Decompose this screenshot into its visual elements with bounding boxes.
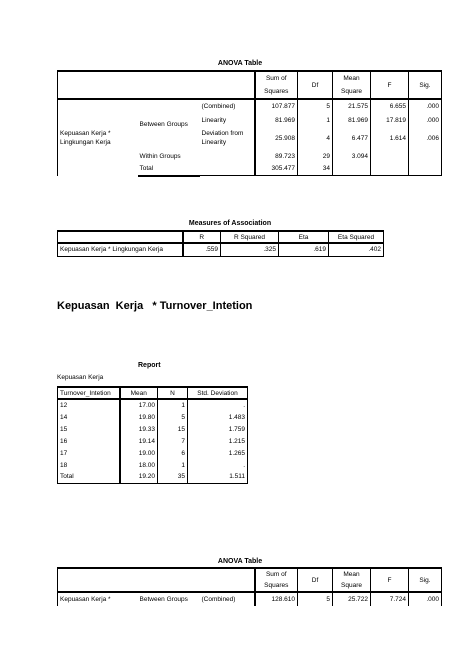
anova-linearity-ss: 81.969 bbox=[255, 113, 298, 127]
anova-combined-f: 6.655 bbox=[371, 99, 409, 113]
report-header-n: N bbox=[158, 387, 188, 399]
report-row-mean: 19.80 bbox=[120, 411, 158, 423]
section-heading: Kepuasan Kerja * Turnover_Intetion bbox=[57, 300, 253, 312]
anova-row-label bbox=[58, 99, 138, 176]
report-row-n: 5 bbox=[158, 411, 188, 423]
report-row-label: 18 bbox=[58, 459, 120, 471]
anova-within-df: 29 bbox=[298, 149, 333, 163]
anova-linearity-df: 1 bbox=[298, 113, 333, 127]
report-row-std: 1.759 bbox=[188, 423, 248, 435]
anova-combined-sig: .000 bbox=[409, 99, 442, 113]
anova2-combined-label: (Combined) bbox=[200, 592, 255, 606]
anova2-header-f: F bbox=[371, 568, 409, 592]
report-subtitle: Kepuasan Kerja bbox=[57, 374, 104, 381]
anova-deviation-line1: Deviation from bbox=[201, 130, 244, 137]
anova-deviation-ms: 6.477 bbox=[333, 127, 371, 149]
report-row-mean: 19.20 bbox=[120, 471, 158, 483]
anova2-header-ms: Mean bbox=[333, 568, 371, 580]
anova-header-f: F bbox=[371, 71, 409, 99]
anova2-header-sig: Sig. bbox=[409, 568, 442, 592]
anova-between-label: Between Groups bbox=[138, 99, 200, 149]
anova-within-ss: 89.723 bbox=[255, 149, 298, 163]
anova-combined-ss: 107.877 bbox=[255, 99, 298, 113]
anova-within-ms: 3.094 bbox=[333, 149, 371, 163]
assoc-r-squared: .325 bbox=[221, 243, 279, 256]
anova-header-ms: Mean bbox=[333, 71, 371, 85]
anova-table-2 bbox=[57, 567, 442, 606]
report-row-std: 1.215 bbox=[188, 435, 248, 447]
report-row-mean: 18.00 bbox=[120, 459, 158, 471]
anova-row-label-line1: Kepuasan Kerja * bbox=[60, 130, 111, 137]
assoc-eta-squared: .402 bbox=[329, 243, 384, 256]
report-row-label: 14 bbox=[58, 411, 120, 423]
anova-header-ss: Sum of bbox=[255, 71, 298, 85]
anova-total-f bbox=[371, 163, 409, 175]
anova-header-sig: Sig. bbox=[409, 71, 442, 99]
anova-total-label: Total bbox=[138, 163, 255, 175]
report-row-n: 6 bbox=[158, 447, 188, 459]
report-header-mean: Mean bbox=[120, 387, 158, 399]
assoc-eta: .619 bbox=[279, 243, 329, 256]
assoc-header-blank bbox=[58, 231, 183, 243]
anova2-combined-ss: 128.610 bbox=[255, 592, 298, 606]
report-row-n: 1 bbox=[158, 459, 188, 471]
anova2-header-blank bbox=[58, 568, 255, 592]
report-row-n: 15 bbox=[158, 423, 188, 435]
anova-combined-label: (Combined) bbox=[200, 99, 255, 113]
assoc-row-label: Kepuasan Kerja * Lingkungan Kerja bbox=[58, 243, 183, 256]
anova2-header-ss2: Squares bbox=[255, 580, 298, 592]
anova-deviation-df: 4 bbox=[298, 127, 333, 149]
anova-deviation-sig: .006 bbox=[409, 127, 442, 149]
anova2-combined-sig: .000 bbox=[409, 592, 442, 606]
report-row-n: 35 bbox=[158, 471, 188, 483]
anova-within-label: Within Groups bbox=[139, 152, 181, 160]
report-row-std: . bbox=[188, 399, 248, 411]
anova-total-ss: 305.477 bbox=[255, 163, 298, 175]
anova2-row-label: Kepuasan Kerja * bbox=[58, 592, 138, 606]
anova2-between-label: Between Groups bbox=[138, 592, 200, 606]
report-row-n: 7 bbox=[158, 435, 188, 447]
report-row-label: 16 bbox=[58, 435, 120, 447]
anova2-combined-ms: 25.722 bbox=[333, 592, 371, 606]
anova-table bbox=[57, 70, 442, 177]
anova-within-f bbox=[371, 149, 409, 163]
report-row-mean: 19.33 bbox=[120, 423, 158, 435]
report-title: Report bbox=[138, 362, 161, 369]
anova-header-ms2: Square bbox=[333, 85, 371, 99]
report-header-turnover: Turnover_Intetion bbox=[58, 387, 120, 399]
report-table bbox=[57, 386, 248, 484]
report-row-std: 1.265 bbox=[188, 447, 248, 459]
anova-header-ss2: Squares bbox=[255, 85, 298, 99]
report-row-n: 1 bbox=[158, 399, 188, 411]
anova2-combined-f: 7.724 bbox=[371, 592, 409, 606]
report-row-label: 15 bbox=[58, 423, 120, 435]
anova-linearity-label: Linearity bbox=[201, 116, 227, 124]
anova-linearity-f: 17.819 bbox=[371, 113, 409, 127]
anova-header-blank bbox=[58, 71, 255, 99]
anova-deviation-f: 1.614 bbox=[371, 127, 409, 149]
anova-row-label-line2: Lingkungan Kerja bbox=[60, 139, 111, 146]
assoc-header-r-squared: R Squared bbox=[221, 231, 279, 243]
anova-within-sig bbox=[409, 149, 442, 163]
assoc-header-r: R bbox=[183, 231, 221, 243]
anova-deviation-ss: 25.908 bbox=[255, 127, 298, 149]
anova-deviation-label bbox=[200, 127, 255, 149]
anova2-header-ss: Sum of bbox=[255, 568, 298, 580]
report-row-std: 1.511 bbox=[188, 471, 248, 483]
assoc-header-eta-squared: Eta Squared bbox=[329, 231, 384, 243]
anova-linearity-sig: .000 bbox=[409, 113, 442, 127]
assoc-header-eta: Eta bbox=[279, 231, 329, 243]
anova-linearity-ms: 81.969 bbox=[333, 113, 371, 127]
association-table-title: Measures of Association bbox=[188, 220, 272, 227]
anova-total-df: 34 bbox=[298, 163, 333, 175]
anova2-combined-df: 5 bbox=[298, 592, 333, 606]
report-row-label: Total bbox=[58, 471, 120, 483]
anova2-header-df: Df bbox=[298, 568, 333, 592]
anova-total-sig bbox=[409, 163, 442, 175]
report-row-label: 12 bbox=[58, 399, 120, 411]
anova-table-title: ANOVA Table bbox=[217, 60, 263, 67]
anova2-header-ms2: Square bbox=[333, 580, 371, 592]
report-row-std: . bbox=[188, 459, 248, 471]
anova-deviation-line2: Linearity bbox=[201, 139, 227, 146]
report-row-mean: 19.14 bbox=[120, 435, 158, 447]
association-table bbox=[57, 230, 384, 257]
anova-total-ms bbox=[333, 163, 371, 175]
anova-table-2-title: ANOVA Table bbox=[217, 558, 263, 565]
report-row-std: 1.483 bbox=[188, 411, 248, 423]
report-header-std: Std. Deviation bbox=[188, 387, 248, 399]
report-row-label: 17 bbox=[58, 447, 120, 459]
anova-header-df: Df bbox=[298, 71, 333, 99]
anova-combined-ms: 21.575 bbox=[333, 99, 371, 113]
report-row-mean: 17.00 bbox=[120, 399, 158, 411]
assoc-r: .559 bbox=[183, 243, 221, 256]
report-row-mean: 19.00 bbox=[120, 447, 158, 459]
anova-combined-df: 5 bbox=[298, 99, 333, 113]
